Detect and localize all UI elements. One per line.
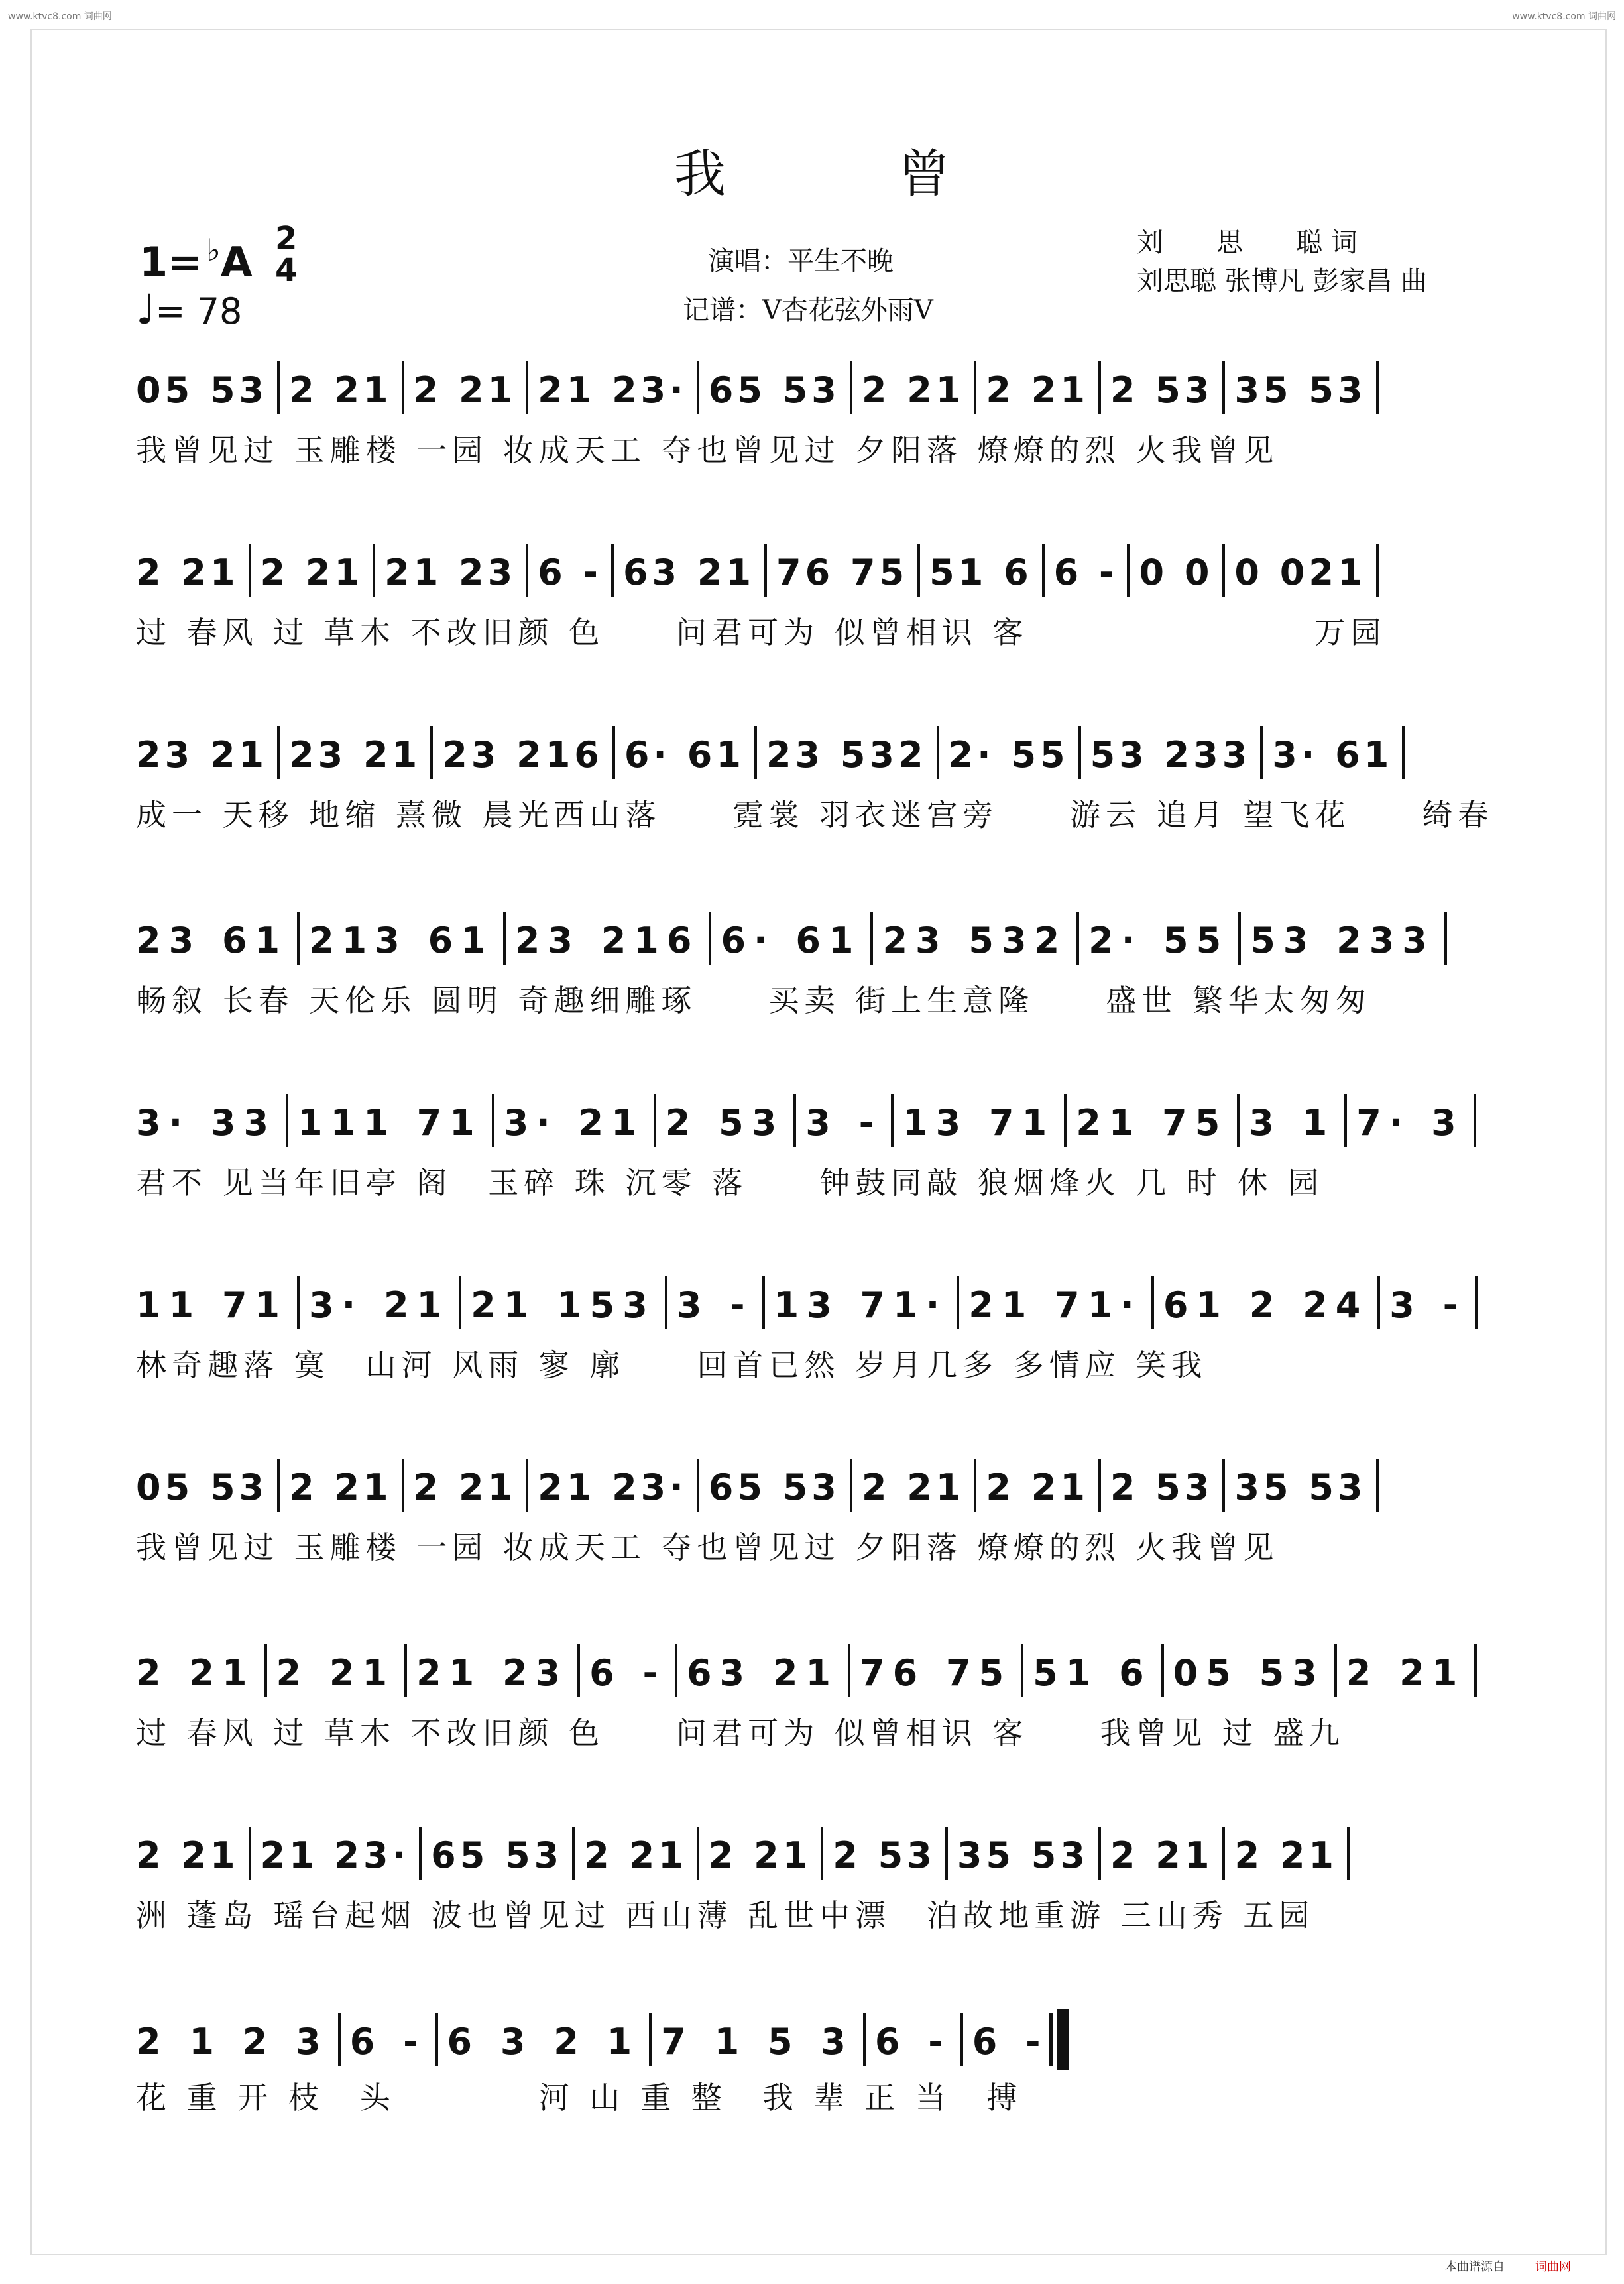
barline: [1376, 1459, 1379, 1512]
measure: 2 21: [1110, 1834, 1214, 1876]
barline: [1376, 361, 1379, 414]
barline: [1098, 361, 1101, 414]
measure: 2 1 2 3: [136, 2021, 329, 2063]
measure: 23 21: [136, 734, 268, 776]
measure: 2 21: [1346, 1652, 1466, 1694]
barline: [1344, 1094, 1347, 1147]
measure: 21 23: [416, 1652, 569, 1694]
tempo-marking: [136, 285, 242, 333]
measure: 2 21: [708, 1834, 812, 1876]
song-title: 我曾: [673, 145, 1122, 204]
barline: [1021, 1644, 1023, 1697]
barline: [430, 726, 433, 779]
measure: 6 -: [589, 1652, 666, 1694]
measure: 61 2 24: [1163, 1284, 1369, 1326]
notation-row: [136, 1459, 1495, 1512]
measure: 2 21: [260, 552, 364, 593]
measure: 63 21: [622, 552, 756, 593]
measure: 13 71·: [774, 1284, 948, 1326]
measure: 2 21: [986, 369, 1089, 411]
footer-site: 词曲网: [1535, 2260, 1571, 2274]
measure: 2· 55: [948, 734, 1069, 776]
measure: 2 21: [289, 1467, 392, 1508]
measure: 35 53: [1234, 1467, 1367, 1508]
barline: [697, 1827, 699, 1880]
final-barline: [1057, 2009, 1069, 2070]
measure: 6 -: [874, 2021, 951, 2063]
measure: 21 23·: [260, 1834, 410, 1876]
measure: 3 -: [805, 1102, 882, 1144]
measure: 3· 21: [503, 1102, 644, 1144]
barline: [1475, 1276, 1478, 1329]
barline: [1377, 1276, 1380, 1329]
barline: [654, 1094, 656, 1147]
barline: [577, 1644, 580, 1697]
measure: 6 -: [538, 552, 602, 593]
measure: 2 53: [833, 1834, 936, 1876]
measure: 76 75: [776, 552, 909, 593]
measure: 2 21: [584, 1834, 687, 1876]
measure: 2 21: [136, 552, 239, 593]
barline: [297, 912, 300, 965]
singer-credit: 演唱：平生不晚: [708, 246, 894, 276]
barline: [1237, 1094, 1240, 1147]
measure: 21 23: [384, 552, 517, 593]
lyrics-row: 林奇趣落 寞 山河 风雨 寥 廓 回首已然 岁月几多 多情应 笑我: [136, 1347, 1208, 1383]
measure: 21 75: [1076, 1102, 1228, 1144]
measure: 21 23·: [538, 369, 687, 411]
lyrics-row: 花 重 开 枝 头 河 山 重 整 我 辈 正 当 搏: [136, 2080, 1023, 2116]
measure: 2 21: [413, 369, 517, 411]
barline: [945, 1827, 948, 1880]
barline: [1474, 1094, 1476, 1147]
barline: [937, 726, 939, 779]
measure: 05 53: [136, 369, 268, 411]
barline: [435, 2013, 438, 2066]
barline: [793, 1094, 796, 1147]
barline: [277, 1459, 280, 1512]
barline: [960, 2013, 963, 2066]
lyrics-row: 过 春风 过 草木 不改旧颜 色 问君可为 似曾相识 客 我曾见 过 盛九: [136, 1715, 1345, 1751]
barline: [1222, 1459, 1225, 1512]
measure: 23 21: [289, 734, 422, 776]
measure: 6 -: [1053, 552, 1118, 593]
measure: 2 21: [136, 1652, 255, 1694]
measure: 111 71: [298, 1102, 483, 1144]
measure: 65 53: [431, 1834, 563, 1876]
measure: 23 216: [442, 734, 603, 776]
lyrics-row: 过 春风 过 草木 不改旧颜 色 问君可为 似曾相识 客 万园: [136, 615, 1387, 650]
lyrics-row: 我曾见过 玉雕楼 一园 妆成天工 夺也曾见过 夕阳落 燎燎的烈 火我曾见: [136, 1530, 1279, 1565]
measure: 76 75: [860, 1652, 1012, 1694]
measure: 6 -: [972, 2021, 1049, 2063]
measure: 2 21: [289, 369, 392, 411]
measure: 23 532: [882, 920, 1068, 961]
lyrics-row: 畅叙 长春 天伦乐 圆明 奇趣细雕琢 买卖 街上生意隆 盛世 繁华太匆匆: [136, 983, 1371, 1018]
measure: 63 21: [686, 1652, 839, 1694]
barline: [891, 1094, 894, 1147]
measure: 2 21: [861, 369, 965, 411]
barline: [526, 361, 528, 414]
barline: [373, 544, 375, 597]
barline: [1474, 1644, 1477, 1697]
barline: [917, 544, 920, 597]
barline: [850, 1459, 852, 1512]
measure: 51 6: [929, 552, 1033, 593]
barline: [404, 1644, 407, 1697]
notation-row: [136, 1276, 1495, 1329]
measure: 35 53: [957, 1834, 1089, 1876]
measure: 2 21: [136, 1834, 239, 1876]
barline: [974, 1459, 976, 1512]
measure: 3 -: [1389, 1284, 1466, 1326]
barline: [1078, 726, 1081, 779]
quarter-note-icon: ♩: [136, 285, 156, 333]
barline: [1098, 1459, 1101, 1512]
barline: [1161, 1644, 1164, 1697]
lyrics-row: 君不 见当年旧亭 阁 玉碎 珠 沉零 落 钟鼓同敲 狼烟烽火 几 时 休 园: [136, 1165, 1324, 1201]
measure: 2 53: [665, 1102, 785, 1144]
lyrics-row: 洲 蓬岛 瑶台起烟 波也曾见过 西山薄 乱世中漂 泊故地重游 三山秀 五园: [136, 1897, 1315, 1933]
barline: [419, 1827, 422, 1880]
notation-row: [136, 361, 1495, 414]
measure: 65 53: [708, 369, 841, 411]
measure: 213 61: [309, 920, 494, 961]
barline: [850, 361, 852, 414]
barline: [1098, 1827, 1101, 1880]
measure: 35 53: [1234, 369, 1367, 411]
measure: 21 153: [471, 1284, 656, 1326]
measure: 11 71: [136, 1284, 288, 1326]
notation-row: [136, 544, 1495, 597]
barline: [249, 1827, 251, 1880]
barline: [286, 1094, 288, 1147]
site-watermark-right: www.ktvc8.com 词曲网: [1512, 11, 1616, 22]
measure: 2· 55: [1088, 920, 1230, 961]
key-prefix: 1=: [139, 238, 203, 286]
barline: [492, 1094, 494, 1147]
barline: [1444, 912, 1447, 965]
barline: [1064, 1094, 1067, 1147]
barline: [675, 1644, 677, 1697]
barline: [611, 544, 614, 597]
barline: [1151, 1276, 1154, 1329]
lyricist-credit: 刘 思 聪 词: [1137, 227, 1358, 258]
barline: [870, 912, 873, 965]
barline: [697, 1459, 699, 1512]
measure: 3· 33: [136, 1102, 277, 1144]
measure: 3· 21: [309, 1284, 450, 1326]
barline: [503, 912, 506, 965]
time-bottom: 4: [275, 252, 298, 289]
measure: 21 23·: [538, 1467, 687, 1508]
measure: 0 021: [1234, 552, 1367, 593]
barline: [572, 1827, 575, 1880]
footer-source: 本曲谱源自: [1445, 2260, 1505, 2274]
measure: 23 216: [514, 920, 700, 961]
transcriber-credit: 记谱：V杏花弦外雨V: [683, 295, 933, 326]
barline: [402, 1459, 404, 1512]
barline: [1376, 544, 1379, 597]
barline: [762, 1276, 765, 1329]
barline: [338, 2013, 341, 2066]
flat-sign: ♭: [206, 232, 221, 268]
measure: 53 233: [1250, 920, 1435, 961]
barline: [264, 1644, 267, 1697]
composer-credit: 刘思聪 张博凡 彭家昌 曲: [1137, 266, 1428, 296]
measure: 05 53: [136, 1467, 268, 1508]
notation-row: [136, 726, 1495, 779]
measure: 7· 3: [1356, 1102, 1464, 1144]
barline: [249, 544, 251, 597]
notation-row: [136, 1827, 1495, 1880]
barline: [754, 726, 757, 779]
barline: [1222, 544, 1225, 597]
key-letter: A: [220, 238, 253, 286]
barline: [277, 726, 280, 779]
barline: [459, 1276, 461, 1329]
barline: [649, 2013, 652, 2066]
notation-row: [136, 1094, 1495, 1147]
lyrics-row: 我曾见过 玉雕楼 一园 妆成天工 夺也曾见过 夕阳落 燎燎的烈 火我曾见: [136, 432, 1279, 468]
measure: 6· 61: [624, 734, 745, 776]
measure: 2 21: [413, 1467, 517, 1508]
measure: 7 1 5 3: [661, 2021, 854, 2063]
barline: [974, 361, 976, 414]
measure: 65 53: [708, 1467, 841, 1508]
barline: [1222, 361, 1225, 414]
time-signature: [275, 220, 298, 289]
measure: 6 -: [349, 2021, 426, 2063]
barline: [1238, 912, 1241, 965]
barline: [526, 544, 528, 597]
barline: [277, 361, 280, 414]
barline: [1222, 1827, 1225, 1880]
barline: [764, 544, 767, 597]
barline: [1402, 726, 1405, 779]
measure: 3 1: [1249, 1102, 1336, 1144]
barline: [402, 361, 404, 414]
measure: 05 53: [1173, 1652, 1325, 1694]
measure: 23 61: [136, 920, 288, 961]
lyrics-row: 成一 天移 地缩 熹微 晨光西山落 霓裳 羽衣迷宫旁 游云 追月 望飞花 绮春: [136, 797, 1494, 833]
barline: [665, 1276, 667, 1329]
notation-row: [136, 912, 1495, 965]
measure: 2 53: [1110, 1467, 1214, 1508]
tempo-value: = 78: [155, 290, 243, 332]
measure: 53 233: [1090, 734, 1251, 776]
barline: [1347, 1827, 1350, 1880]
measure: 2 21: [986, 1467, 1089, 1508]
measure: 3 -: [676, 1284, 753, 1326]
measure: 2 21: [1234, 1834, 1338, 1876]
barline: [1127, 544, 1130, 597]
barline: [297, 1276, 300, 1329]
barline: [697, 361, 699, 414]
barline: [709, 912, 711, 965]
measure: 3· 61: [1272, 734, 1393, 776]
measure: 0 0: [1139, 552, 1214, 593]
barline: [863, 2013, 866, 2066]
notation-row: [136, 2009, 1495, 2062]
measure: 6 3 2 1: [447, 2021, 640, 2063]
time-top: 2: [275, 220, 298, 257]
barline: [1076, 912, 1079, 965]
measure: 21 71·: [968, 1284, 1142, 1326]
site-watermark-left: www.ktvc8.com 词曲网: [8, 11, 112, 22]
measure: 51 6: [1033, 1652, 1152, 1694]
barline: [1260, 726, 1263, 779]
barline: [821, 1827, 823, 1880]
measure: 6· 61: [721, 920, 862, 961]
measure: 2 21: [276, 1652, 396, 1694]
barline: [1334, 1644, 1337, 1697]
measure: 2 21: [861, 1467, 965, 1508]
barline: [957, 1276, 959, 1329]
measure: 2 53: [1110, 369, 1214, 411]
barline: [526, 1459, 528, 1512]
barline: [1042, 544, 1045, 597]
measure: 23 532: [766, 734, 927, 776]
barline: [612, 726, 615, 779]
key-signature: [139, 232, 253, 286]
measure: 13 71: [903, 1102, 1055, 1144]
notation-row: [136, 1644, 1495, 1697]
barline: [848, 1644, 850, 1697]
